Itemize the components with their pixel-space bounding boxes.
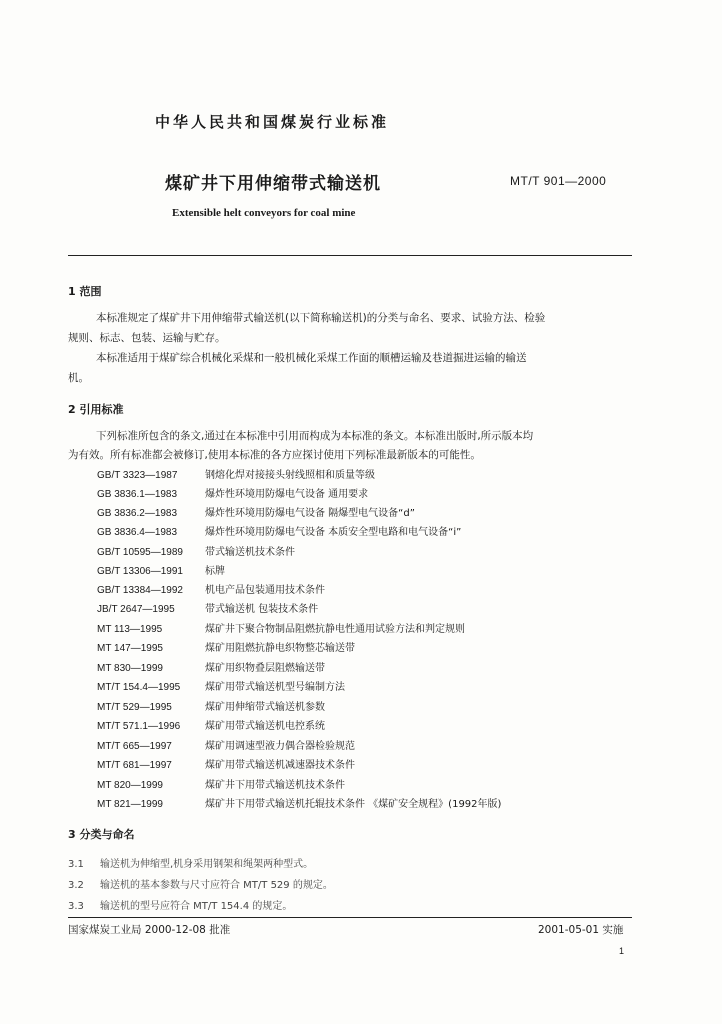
clause-number: 3.1	[68, 859, 84, 870]
reference-item	[97, 562, 225, 577]
reference-item	[97, 620, 465, 635]
reference-item	[97, 698, 325, 713]
reference-name: 煤矿用带式输送机减速器技术条件	[205, 760, 355, 771]
reference-code: MT/T 571.1—1996	[97, 721, 181, 732]
reference-item	[97, 466, 375, 481]
reference-code: MT 820—1999	[97, 780, 163, 791]
reference-name: 煤矿用织物叠层阻燃输送带	[205, 663, 325, 674]
reference-item	[97, 659, 325, 674]
reference-code: GB/T 10595—1989	[97, 547, 183, 558]
reference-name: 煤矿用调速型液力偶合器检验规范	[205, 741, 355, 752]
reference-code: MT/T 681—1997	[97, 760, 172, 771]
clause-item	[68, 897, 292, 912]
reference-code: MT/T 154.4—1995	[97, 682, 181, 693]
reference-code: GB 3836.2—1983	[97, 508, 178, 519]
reference-name: 爆炸性环境用防爆电气设备 本质安全型电路和电气设备“i”	[205, 527, 462, 538]
reference-code: MT/T 529—1995	[97, 702, 172, 713]
reference-item	[97, 737, 355, 752]
reference-name: 标牌	[205, 566, 225, 577]
standard-number: MT/T 901—2000	[510, 174, 607, 188]
reference-code: GB/T 13306—1991	[97, 566, 183, 577]
clause-text: 输送机的型号应符合 MT/T 154.4 的规定。	[100, 901, 293, 912]
reference-item	[97, 485, 368, 500]
reference-item	[97, 795, 501, 810]
reference-code: GB 3836.4—1983	[97, 527, 178, 538]
reference-name: 煤矿井下用带式输送机托辊技术条件 《煤矿安全规程》(1992年版)	[205, 799, 502, 810]
document-title: 煤矿井下用伸缩带式输送机	[165, 174, 381, 194]
reference-name: 煤矿用带式输送机电控系统	[205, 721, 325, 732]
reference-name: 煤矿用阻燃抗静电织物整芯输送带	[205, 643, 355, 654]
reference-item	[97, 639, 355, 654]
page-number: 1	[619, 946, 625, 956]
header-divider	[68, 255, 632, 256]
footer-divider	[68, 917, 632, 918]
reference-code: GB/T 13384—1992	[97, 585, 183, 596]
reference-item	[97, 776, 345, 791]
section-1-para-1-line-1: 本标准规定了煤矿井下用伸缩带式输送机(以下简称输送机)的分类与命名、要求、试验方法、检验	[96, 312, 546, 324]
reference-code: MT 113—1995	[97, 624, 163, 635]
reference-item	[97, 717, 325, 732]
reference-name: 煤矿井下用带式输送机技术条件	[205, 780, 345, 791]
reference-code: JB/T 2647—1995	[97, 604, 175, 615]
reference-code: MT/T 665—1997	[97, 741, 172, 752]
approval-date: 国家煤炭工业局 2000-12-08 批准	[68, 924, 231, 936]
section-1-para-2-line-1: 本标准适用于煤矿综合机械化采煤和一般机械化采煤工作面的顺槽运输及巷道掘进运输的输送	[96, 352, 527, 364]
reference-code: MT 830—1999	[97, 663, 163, 674]
reference-item	[97, 678, 345, 693]
section-1-para-1-line-2: 规则、标志、包装、运输与贮存。	[68, 332, 226, 344]
reference-name: 爆炸性环境用防爆电气设备 通用要求	[205, 489, 369, 500]
reference-name: 煤矿井下聚合物制品阻燃抗静电性通用试验方法和判定规则	[205, 624, 465, 635]
reference-name: 机电产品包装通用技术条件	[205, 585, 325, 596]
section-3-heading: 3 分类与命名	[68, 828, 135, 841]
effective-date: 2001-05-01 实施	[538, 924, 624, 936]
reference-name: 钢熔化焊对接接头射线照相和质量等级	[205, 470, 375, 481]
reference-item	[97, 543, 295, 558]
reference-item	[97, 581, 325, 596]
clause-text: 输送机的基本参数与尺寸应符合 MT/T 529 的规定。	[100, 880, 333, 891]
reference-code: MT 821—1999	[97, 799, 163, 810]
reference-item	[97, 504, 415, 519]
reference-item	[97, 523, 461, 538]
clause-text: 输送机为伸缩型,机身采用钢架和绳架两种型式。	[100, 859, 314, 870]
section-1-para-2-line-2: 机。	[68, 372, 89, 384]
industry-standard-heading: 中华人民共和国煤炭行业标准	[155, 113, 390, 131]
reference-code: GB 3836.1—1983	[97, 489, 178, 500]
reference-name: 带式输送机 包装技术条件	[205, 604, 319, 615]
reference-name: 爆炸性环境用防爆电气设备 隔爆型电气设备“d”	[205, 508, 415, 519]
reference-name: 带式输送机技术条件	[205, 547, 295, 558]
reference-code: MT 147—1995	[97, 643, 163, 654]
section-2-intro-line-2: 为有效。所有标准都会被修订,使用本标准的各方应探讨使用下列标准最新版本的可能性。	[68, 449, 481, 461]
clause-item	[68, 876, 333, 891]
reference-item	[97, 600, 318, 615]
reference-item	[97, 756, 355, 771]
section-1-heading: 1 范围	[68, 285, 102, 298]
english-title: Extensible helt conveyors for coal mine	[172, 207, 356, 219]
clause-item	[68, 855, 313, 870]
reference-name: 煤矿用带式输送机型号编制方法	[205, 682, 345, 693]
section-2-heading: 2 引用标准	[68, 403, 124, 416]
reference-code: GB/T 3323—1987	[97, 470, 178, 481]
clause-number: 3.3	[68, 901, 84, 912]
reference-name: 煤矿用伸缩带式输送机参数	[205, 702, 325, 713]
section-2-intro-line-1: 下列标准所包含的条文,通过在本标准中引用而构成为本标准的条文。本标准出版时,所示版本均	[96, 430, 534, 442]
clause-number: 3.2	[68, 880, 84, 891]
